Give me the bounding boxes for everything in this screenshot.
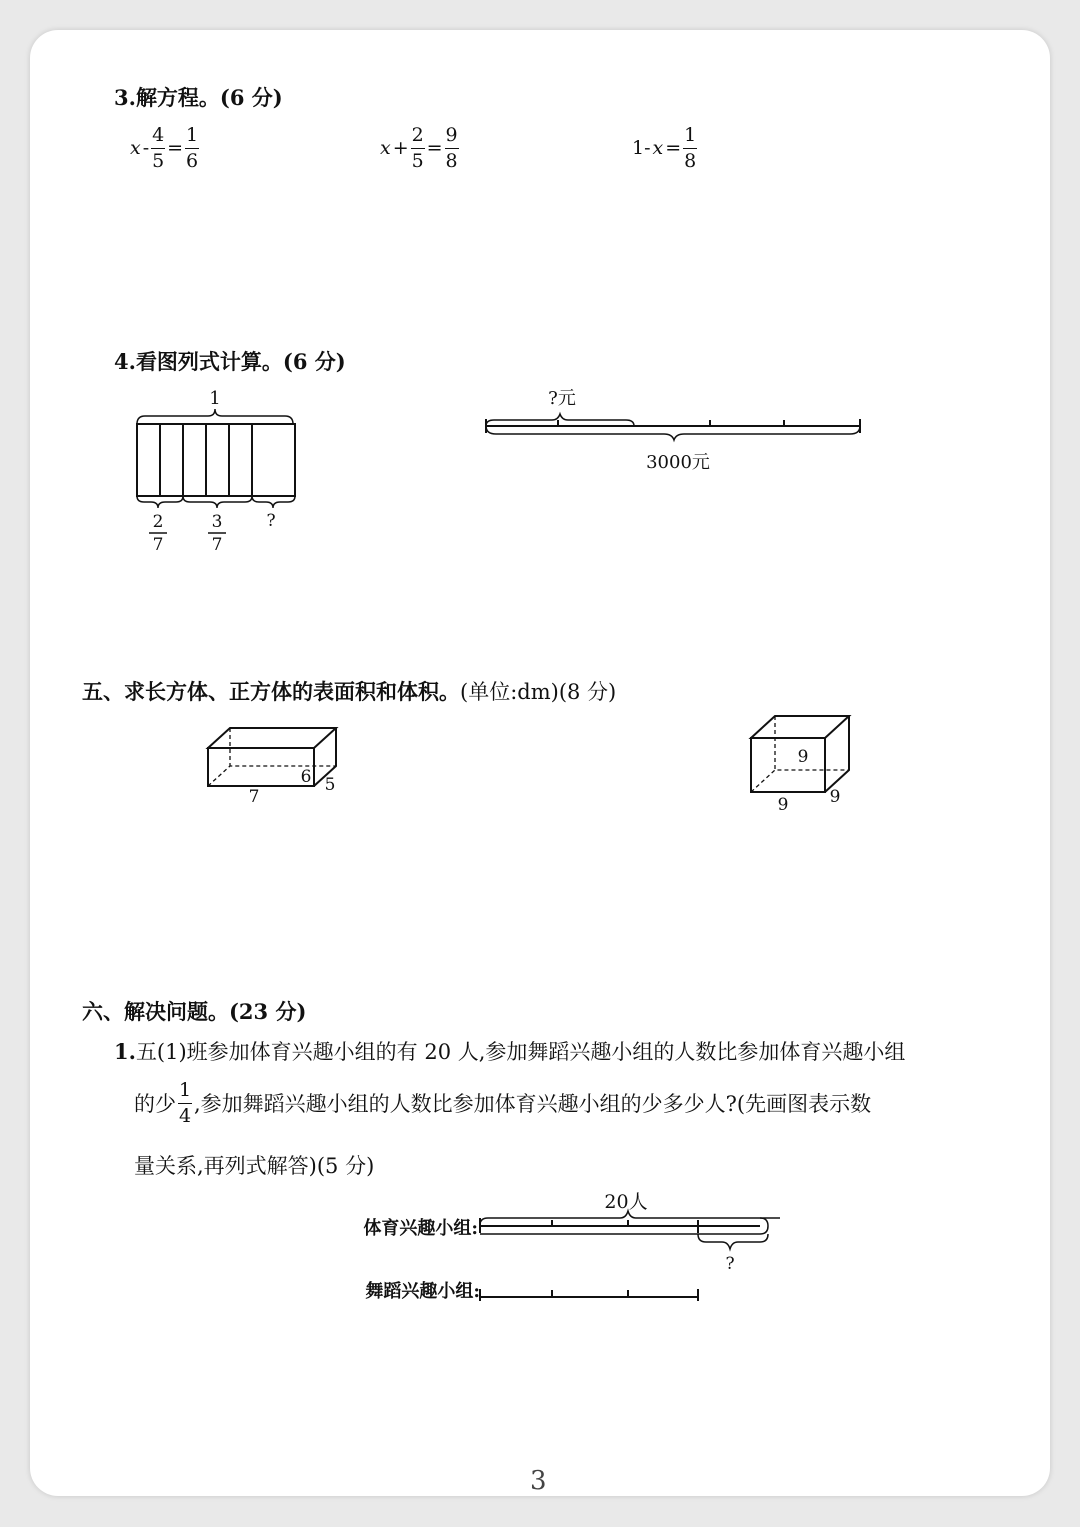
fraction-2-denominator: 7	[211, 535, 223, 555]
fraction	[411, 125, 425, 172]
numerator: 4	[152, 124, 165, 146]
constant: 1-	[632, 137, 651, 160]
worksheet-page	[30, 30, 1050, 1496]
denominator: 5	[411, 149, 424, 172]
problem-number: 1.	[114, 1039, 136, 1064]
numerator: 1	[186, 124, 199, 146]
cuboid-width-label: 6	[300, 767, 312, 787]
fraction	[185, 125, 199, 172]
numerator: 2	[411, 124, 424, 146]
problem-1-line-3	[134, 1150, 374, 1180]
denominator: 5	[152, 149, 165, 172]
equation-1	[130, 125, 199, 172]
group-comparison-diagram	[320, 1185, 780, 1310]
problem-1-line-2	[134, 1080, 871, 1127]
total-amount-label: 3000元	[646, 452, 710, 473]
problem-1-line-1	[114, 1036, 905, 1066]
fraction-one-quarter	[178, 1080, 192, 1127]
question-4-title	[114, 346, 346, 376]
difference-unknown-mark: ?	[725, 1254, 735, 1274]
cuboid-height-label: 5	[324, 775, 336, 795]
section-text: 六、解决问题。(23 分)	[82, 999, 307, 1024]
variable: x	[130, 137, 141, 160]
problem-text: 五(1)班参加体育兴趣小组的有 20 人,参加舞蹈兴趣小组的人数比参加体育兴趣小组	[135, 1040, 906, 1064]
top-brace	[137, 409, 293, 424]
cube-width-label: 9	[829, 787, 841, 807]
problem-text: ,参加舞蹈兴趣小组的人数比参加体育兴趣小组的少多少人?(先画图表示数	[194, 1092, 872, 1117]
fraction	[151, 125, 165, 172]
question-text: 解方程。(6 分)	[135, 85, 283, 110]
denominator: 6	[186, 149, 199, 172]
denominator: 4	[178, 1104, 192, 1127]
variable: x	[380, 137, 391, 160]
equals-sign: =	[665, 137, 682, 160]
fraction-2-numerator: 3	[211, 512, 223, 532]
denominator: 8	[445, 149, 458, 172]
problem-text: 量关系,再列式解答)(5 分)	[134, 1154, 375, 1178]
equals-sign: =	[167, 137, 184, 160]
operator: +	[392, 137, 409, 160]
section-6-title	[82, 996, 306, 1026]
whole-label: 1	[209, 388, 221, 409]
fraction-1-denominator: 7	[152, 535, 164, 555]
equals-sign: =	[426, 137, 443, 160]
cuboid-length-label: 7	[248, 787, 260, 807]
fraction-1-numerator: 2	[152, 512, 164, 532]
unknown-mark: ?	[266, 511, 276, 531]
operator: -	[142, 137, 150, 160]
fraction	[445, 125, 459, 172]
total-people-label: 20人	[604, 1191, 648, 1213]
cube-length-label: 9	[777, 795, 789, 815]
unknown-amount-label: ?元	[548, 388, 576, 409]
question-text: 看图列式计算。(6 分)	[135, 349, 346, 374]
money-segment-diagram	[480, 382, 870, 482]
question-number: 4.	[114, 349, 136, 374]
fraction	[683, 125, 697, 172]
cuboid-figure	[200, 720, 350, 810]
numerator: 9	[445, 124, 458, 146]
numerator: 1	[178, 1079, 192, 1101]
denominator: 8	[684, 149, 697, 172]
equation-2	[380, 125, 459, 172]
numerator: 1	[684, 124, 697, 146]
section-text: 五、求长方体、正方体的表面积和体积。	[82, 679, 460, 704]
page-number: 3	[530, 1466, 547, 1496]
section-5-title	[82, 676, 616, 706]
problem-text: 的少	[134, 1092, 176, 1117]
equation-3	[632, 125, 697, 172]
fraction-strip-diagram	[130, 382, 310, 557]
sports-group-label: 体育兴趣小组:	[363, 1218, 478, 1239]
cube-height-label: 9	[797, 747, 809, 767]
dance-group-label: 舞蹈兴趣小组:	[365, 1281, 480, 1302]
section-unit-score: (单位:dm)(8 分)	[460, 680, 617, 704]
question-number: 3.	[114, 85, 136, 110]
cube-figure	[745, 710, 865, 820]
question-3-title	[114, 82, 283, 112]
variable: x	[652, 137, 664, 160]
